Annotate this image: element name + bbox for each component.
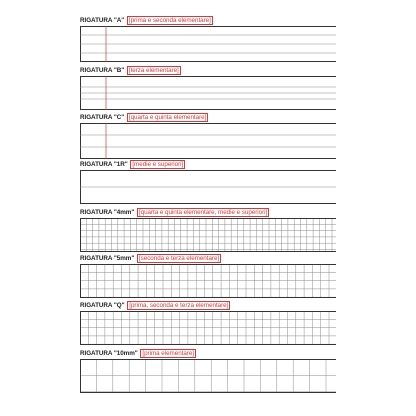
section-title bbox=[80, 301, 230, 311]
ruling-sample-10mm bbox=[80, 359, 336, 393]
grid-5mm bbox=[80, 264, 336, 298]
section-title bbox=[80, 113, 208, 123]
ruling-sample-4mm bbox=[80, 218, 336, 252]
ruling-c-lines bbox=[80, 123, 336, 159]
ruling-name: RIGATURA "5mm" bbox=[80, 255, 135, 262]
ruling-note: [prima e seconda elementare] bbox=[128, 17, 211, 24]
ruling-name: RIGATURA "C" bbox=[80, 114, 125, 121]
ruling-note: [quarta e quinta elementare, medie e superiori] bbox=[138, 209, 268, 216]
section-title bbox=[80, 160, 185, 170]
ruling-note: [terza elementare] bbox=[128, 67, 179, 74]
ruling-note: [medie e superiori] bbox=[132, 161, 184, 168]
ruling-note: [prima elementare] bbox=[142, 350, 195, 357]
section-title bbox=[80, 208, 269, 218]
section-title bbox=[80, 349, 196, 359]
ruling-note: [prima, seconda e terza elementare] bbox=[129, 302, 229, 309]
ruling-note: [seconda e terza elementare] bbox=[138, 255, 220, 262]
ruling-name: RIGATURA "1R" bbox=[80, 161, 128, 168]
ruling-b-lines bbox=[80, 76, 336, 110]
grid-q bbox=[80, 311, 336, 345]
ruling-1r-lines bbox=[80, 170, 336, 204]
ruling-sample-1r bbox=[80, 170, 336, 204]
grid-10mm bbox=[80, 359, 336, 393]
section-title bbox=[80, 66, 181, 76]
ruling-note: [quarta e quinta elementare] bbox=[128, 114, 207, 121]
ruling-name: RIGATURA "10mm" bbox=[80, 350, 138, 357]
ruling-a-lines bbox=[80, 26, 336, 62]
section-title bbox=[80, 16, 213, 26]
ruling-sample-b bbox=[80, 76, 336, 110]
ruling-sample-q bbox=[80, 311, 336, 345]
ruling-sample-a bbox=[80, 26, 336, 62]
grid-4mm bbox=[80, 218, 336, 252]
ruling-name: RIGATURA "B" bbox=[80, 67, 125, 74]
ruling-name: RIGATURA "Q" bbox=[80, 302, 125, 309]
ruling-sample-c bbox=[80, 123, 336, 159]
section-title bbox=[80, 254, 221, 264]
ruling-sample-5mm bbox=[80, 264, 336, 298]
ruling-name: RIGATURA "4mm" bbox=[80, 209, 135, 216]
ruling-name: RIGATURA "A" bbox=[80, 17, 125, 24]
